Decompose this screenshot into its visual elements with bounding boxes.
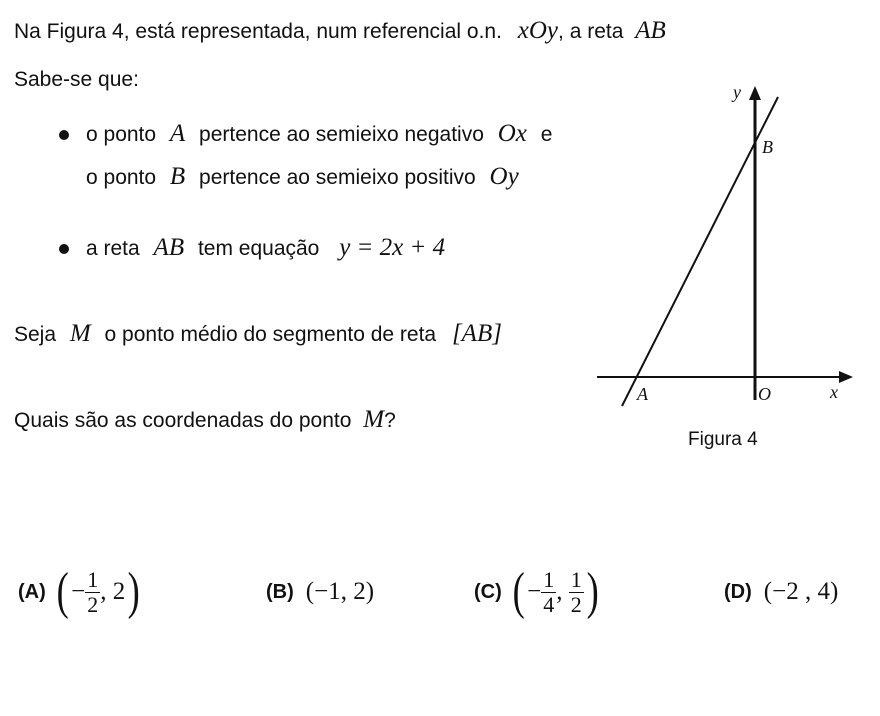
option-b-value: (−1, 2)	[305, 578, 375, 605]
question-text: Quais são as coordenadas do ponto	[14, 409, 352, 432]
option-b-label: (B)	[266, 580, 294, 603]
numerator: 1	[543, 566, 555, 592]
line-ab: AB	[153, 234, 185, 261]
point-a: A	[169, 120, 186, 147]
point-b: B	[169, 163, 186, 190]
y-axis-arrow-icon	[749, 86, 761, 100]
left-paren: (	[512, 563, 525, 620]
intro-text-2: , a reta	[558, 20, 624, 43]
bullet-text: o ponto	[86, 123, 157, 146]
option-a[interactable]: (A) ( − $\frac{1}{2}$ , 2 )	[18, 563, 140, 620]
denominator: 2	[570, 591, 582, 617]
numerator: 1	[87, 566, 99, 592]
fraction	[85, 566, 100, 617]
x-axis-label: x	[830, 382, 838, 402]
bullet-text: a reta	[86, 237, 140, 260]
bullet-text: e	[540, 123, 553, 146]
frame-name: xOy	[517, 17, 559, 44]
intro-line	[14, 17, 666, 45]
bullet-dot	[59, 244, 69, 254]
figure-4	[590, 80, 860, 450]
question-line	[14, 406, 396, 434]
option-a-label: (A)	[18, 580, 46, 603]
figure-caption: Figura 4	[688, 429, 758, 450]
y-axis-label: y	[733, 82, 741, 102]
minus-sign: −	[527, 578, 542, 605]
left-paren: (	[56, 563, 69, 620]
bullet-1-line-2	[86, 163, 519, 191]
right-paren: )	[586, 563, 599, 620]
point-m: M	[363, 406, 385, 433]
axis-ox: Ox	[497, 120, 527, 147]
option-d-value: (−2 , 4)	[763, 578, 839, 605]
fraction	[569, 566, 584, 617]
minus-sign: −	[71, 578, 86, 605]
right-paren: )	[127, 563, 140, 620]
seja-text: o ponto médio do segmento de reta	[104, 323, 437, 346]
numerator: 1	[570, 566, 582, 592]
bullet-2	[86, 234, 445, 262]
line-equation: y = 2x + 4	[339, 234, 446, 261]
line-name: AB	[635, 17, 666, 44]
option-d-label: (D)	[724, 580, 752, 603]
option-c-label: (C)	[474, 580, 502, 603]
denominator: 4	[543, 591, 555, 617]
option-b[interactable]	[266, 578, 374, 606]
question-mark: ?	[384, 409, 396, 432]
seja-text: Seja	[14, 323, 57, 346]
known-label: Sabe-se que:	[14, 68, 139, 91]
origin-label: O	[758, 384, 771, 404]
seja-line	[14, 320, 502, 348]
axis-oy: Oy	[489, 163, 519, 190]
x-axis-arrow-icon	[839, 371, 853, 383]
denominator: 2	[87, 591, 99, 617]
bullet-text: pertence ao semieixo negativo	[199, 123, 484, 146]
point-a-label: A	[637, 384, 648, 404]
point-b-label: B	[762, 137, 773, 157]
bullet-text: tem equação	[197, 237, 320, 260]
intro-text: Na Figura 4, está representada, num referencial o.n.	[14, 20, 502, 43]
point-m: M	[69, 320, 91, 347]
bullet-1-line-1	[86, 120, 552, 148]
bullet-text: o ponto	[86, 166, 157, 189]
bullet-dot	[59, 130, 69, 140]
option-c[interactable]: (C) ( − $\frac{1}{4}$ , $\frac{1}{2}$ )	[474, 563, 599, 620]
coordinate-y: 2	[112, 578, 126, 605]
option-d[interactable]	[724, 578, 838, 606]
bullet-text: pertence ao semieixo positivo	[199, 166, 476, 189]
fraction	[541, 566, 556, 617]
segment-ab: [AB]	[451, 320, 502, 347]
